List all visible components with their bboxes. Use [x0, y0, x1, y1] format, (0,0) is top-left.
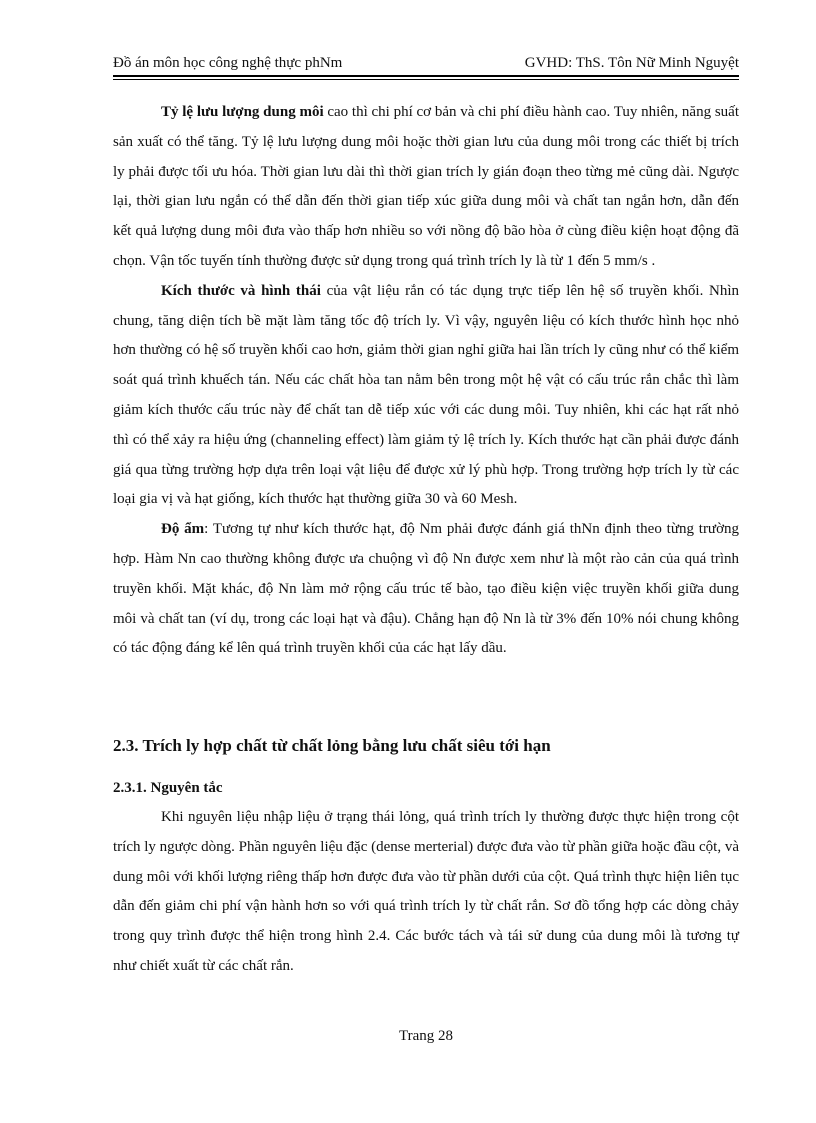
paragraph-solvent-flow [113, 98, 739, 277]
subsection-heading: 2.3.1. Nguyên tắc [113, 780, 223, 796]
section-body-text [113, 803, 739, 982]
body-text [113, 98, 739, 664]
paragraph-text: cao thì chi phí cơ bản và chi phí điều hành cao. Tuy nhiên, năng suất sản xuất có thể tăng. Tỷ lệ lưu lượng dung môi hoặc thời gian lưu của dung môi trong các thiết bị trích ly phải được tối ưu hóa. Thời gian lưu dài thì thời gian trích ly gián đoạn theo từng mẻ cũng dài. Ngược lại, thời gian lưu ngắn có thể dẫn đến thời gian tiếp xúc giữa dung môi và chất tan ngắn hơn, dẫn đến kết quả lượng dung môi đưa vào thấp hơn nhiều so với nồng độ bão hòa ở cùng điều kiện hoạt động đã chọn. Vận tốc tuyến tính thường được sử dụng trong quá trình trích ly là từ 1 đến 5 mm/s . [113, 104, 739, 269]
header-rule-thin [113, 79, 739, 80]
header-advisor: GVHD: ThS. Tôn Nữ Minh Nguyệt [524, 55, 739, 71]
paragraph-term: Độ ẩm [161, 521, 205, 538]
paragraph-term: Kích thước và hình thái [161, 282, 321, 299]
header-rule-thick [113, 75, 739, 77]
header-course-title: Đồ án môn học công nghệ thực phNm [113, 55, 343, 71]
page-header [113, 50, 739, 72]
paragraph-text: của vật liệu rắn có tác dụng trực tiếp lên hệ số truyền khối. Nhìn chung, tăng diện tích bề mặt làm tăng tốc độ trích ly. Vì vậy, nguyên liệu có kích thước hình học nhỏ hơn thường có hệ số truyền khối cao hơn, giảm thời gian nghỉ giữa hai lần trích ly cũng như có thể kiểm soát quá trình khuếch tán. Nếu các chất hòa tan nằm bên trong một hệ vật có cấu trúc rắn chắc thì làm giảm kích thước cấu trúc này để chất tan dễ tiếp xúc với các dung môi. Tuy nhiên, khi các hạt rất nhỏ thì có thể xảy ra hiệu ứng (channeling effect) làm giảm tỷ lệ trích ly. Kích thước hạt cần phải được đánh giá qua từng trường hợp dựa trên loại vật liệu để được xử lý phù hợp. Trong trường hợp trích ly từ các loại gia vị và hạt giống, kích thước hạt thường giữa 30 và 60 Mesh. [113, 282, 739, 508]
paragraph-term: Tỷ lệ lưu lượng dung môi [161, 104, 324, 120]
paragraph-text: : Tương tự như kích thước hạt, độ Nm phải được đánh giá thNn định theo từng trường hợp. Hàm Nn cao thường không được ưa chuộng vì độ Nn được xem như là một rào cản của quá trình truyền khối. Mặt khác, độ Nn làm mở rộng cấu trúc tế bào, tạo điều kiện việc truyền khối giữa dung môi và chất tan (ví dụ, trong các loại hạt và đậu). Chẳng hạn độ Nn là từ 3% đến 10% nói chung không có tác động đáng kể lên quá trình truyền khối của các hạt lấy dầu. [113, 521, 739, 657]
paragraph-principle: Khi nguyên liệu nhập liệu ở trạng thái lỏng, quá trình trích ly thường được thực hiện trong cột trích ly ngược dòng. Phần nguyên liệu đặc (dense merterial) được đưa vào từ phần giữa hoặc đầu cột, và dung môi với khối lượng riêng thấp hơn được đưa vào từ phần dưới của cột. Quá trình thực hiện liên tục dẫn đến giảm chi phí vận hành hơn so với quá trình trích ly từ chất rắn. Sơ đồ tổng hợp các dòng chảy trong quy trình được thể hiện trong hình 2.4. Các bước tách và tái sử dung của dung môi là tương tự như chiết xuất từ các chất rắn. [113, 809, 739, 974]
paragraph-moisture [113, 515, 739, 664]
paragraph-particle-size [113, 277, 739, 515]
section-heading: 2.3. Trích ly hợp chất từ chất lỏng bằng lưu chất siêu tới hạn [113, 736, 551, 755]
page-number: Trang 28 [398, 1028, 454, 1044]
